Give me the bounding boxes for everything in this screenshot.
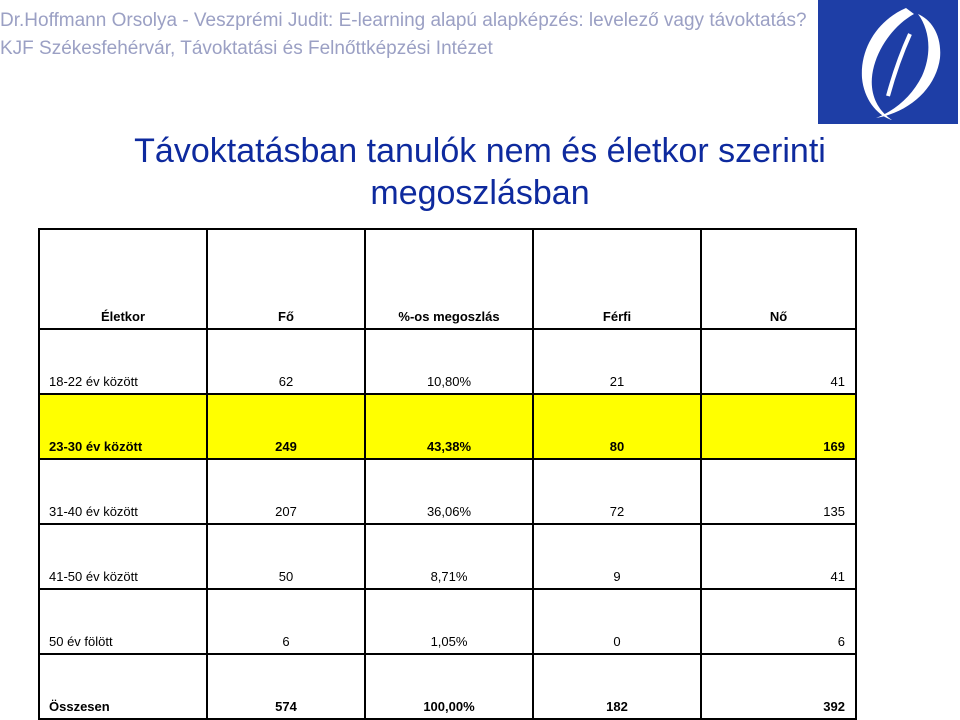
logo-emblem-icon [818, 0, 958, 124]
table-header-row [39, 229, 856, 329]
header-age: Életkor [39, 229, 207, 329]
cell-male: 9 [533, 524, 701, 589]
page-title-line-1: Távoktatásban tanulók nem és életkor szerinti [134, 132, 826, 170]
age-gender-table [38, 228, 857, 720]
cell-female: 41 [701, 329, 856, 394]
cell-percent: 1,05% [365, 589, 533, 654]
table-row [39, 524, 856, 589]
cell-count: 207 [207, 459, 365, 524]
table-row [39, 589, 856, 654]
table-row [39, 459, 856, 524]
header-line-1: Dr.Hoffmann Orsolya - Veszprémi Judit: E-learning alapú alapképzés: levelező vagy távoktatás? [0, 10, 807, 31]
table-row-highlighted [39, 394, 856, 459]
cell-male: 182 [533, 654, 701, 719]
cell-percent: 8,71% [365, 524, 533, 589]
cell-age: 41-50 év között [39, 524, 207, 589]
cell-male: 0 [533, 589, 701, 654]
cell-count: 50 [207, 524, 365, 589]
institute-logo [818, 0, 958, 124]
cell-female: 392 [701, 654, 856, 719]
cell-age: 50 év fölött [39, 589, 207, 654]
cell-age: Összesen [39, 654, 207, 719]
table-row [39, 329, 856, 394]
cell-female: 6 [701, 589, 856, 654]
cell-male: 80 [533, 394, 701, 459]
cell-female: 135 [701, 459, 856, 524]
header-count: Fő [207, 229, 365, 329]
cell-female: 41 [701, 524, 856, 589]
cell-female: 169 [701, 394, 856, 459]
cell-age: 31-40 év között [39, 459, 207, 524]
cell-count: 249 [207, 394, 365, 459]
page-title-line-2: megoszlásban [370, 174, 590, 212]
cell-count: 62 [207, 329, 365, 394]
header-percent: %-os megoszlás [365, 229, 533, 329]
header-male: Férfi [533, 229, 701, 329]
header-female: Nő [701, 229, 856, 329]
cell-percent: 10,80% [365, 329, 533, 394]
cell-age: 23-30 év között [39, 394, 207, 459]
cell-male: 21 [533, 329, 701, 394]
table-total-row [39, 654, 856, 719]
header-line-2: KJF Székesfehérvár, Távoktatási és Felnőttképzési Intézet [0, 38, 493, 59]
cell-male: 72 [533, 459, 701, 524]
cell-count: 574 [207, 654, 365, 719]
cell-count: 6 [207, 589, 365, 654]
cell-percent: 36,06% [365, 459, 533, 524]
cell-percent: 43,38% [365, 394, 533, 459]
cell-age: 18-22 év között [39, 329, 207, 394]
cell-percent: 100,00% [365, 654, 533, 719]
